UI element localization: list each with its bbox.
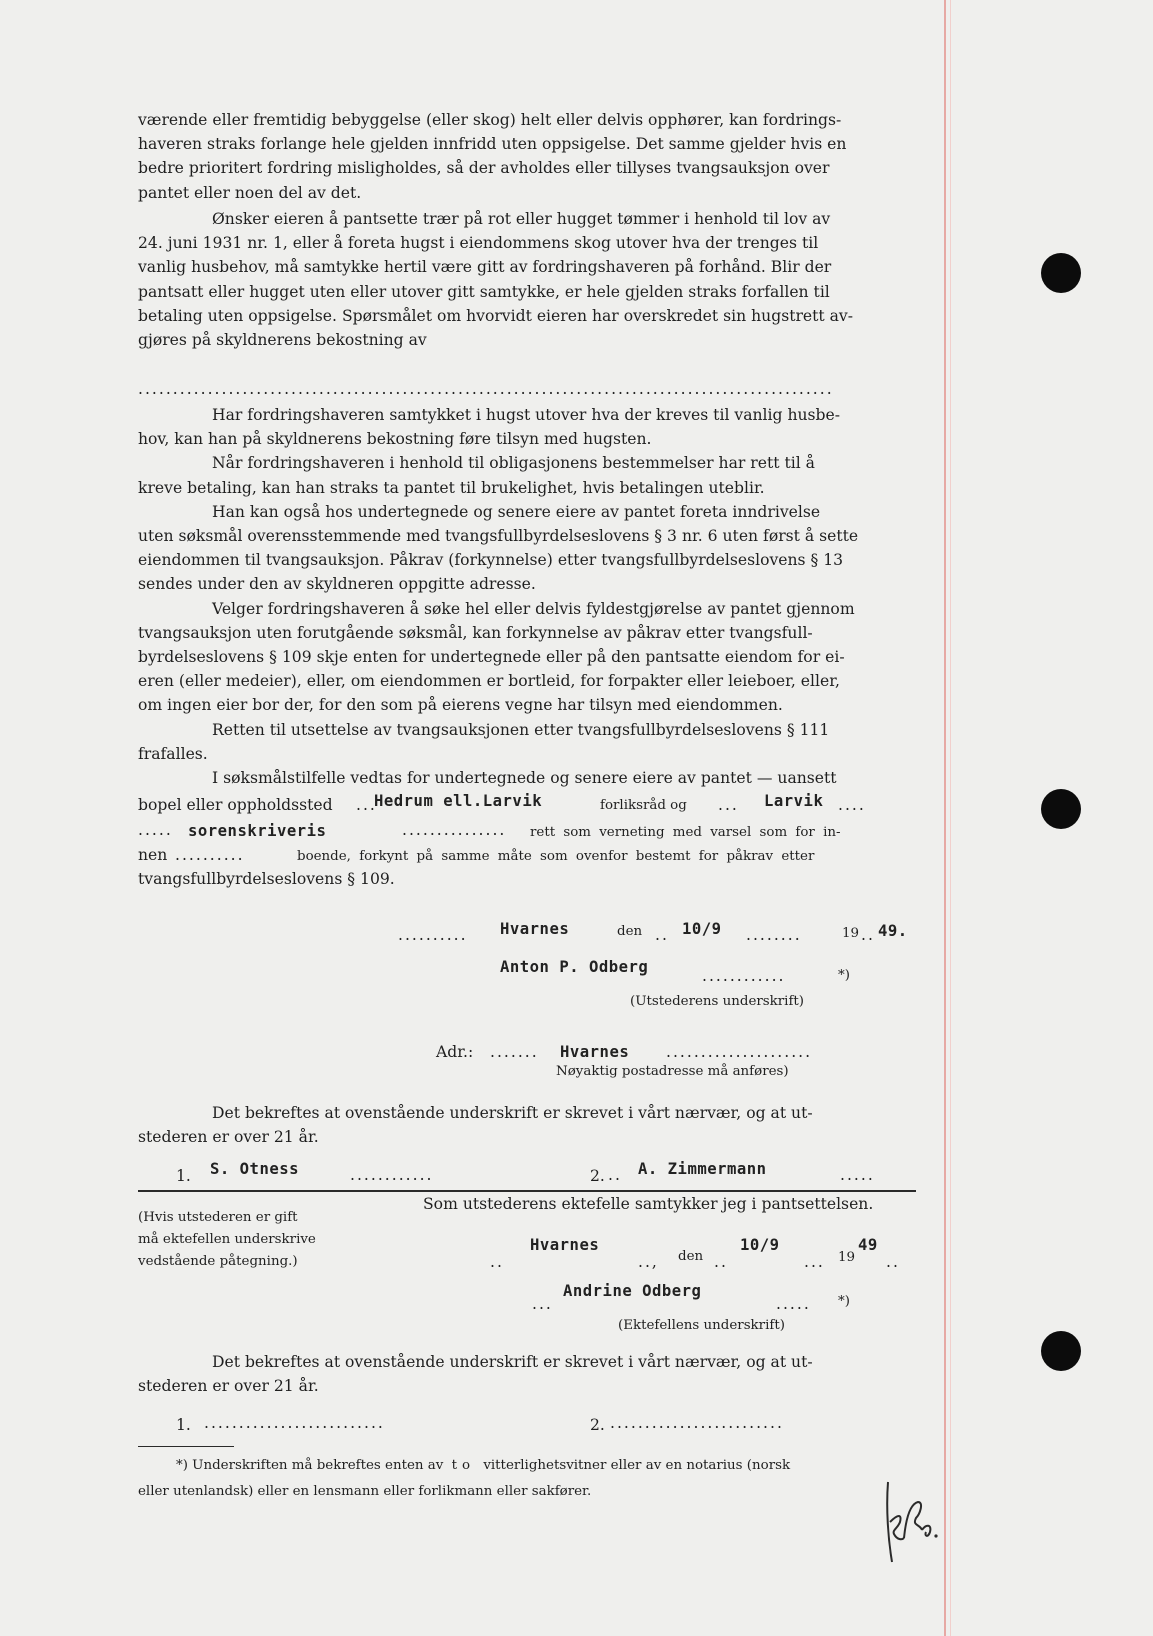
court-second-typed: sorenskriveris <box>188 822 327 840</box>
venue-line4: tvangsfullbyrdelseslovens § 109. <box>138 870 395 888</box>
address-dots-a: ....... <box>490 1043 539 1061</box>
witness2-number-1: 1. <box>176 1416 191 1434</box>
text-line: stederen er over 21 år. <box>138 1128 319 1147</box>
witness1-number-2: 2. <box>590 1167 605 1185</box>
spouse-year: 49 <box>858 1236 878 1254</box>
text-line: stederen er over 21 år. <box>138 1377 319 1396</box>
text-line: Har fordringshaveren samtykket i hugst utover hva der kreves til vanlig husbe- <box>212 406 841 424</box>
witness2-dots-1: .......................... <box>204 1414 385 1432</box>
spouse-signature-dots-a: ... <box>532 1295 553 1313</box>
spouse-date-dots: .. <box>714 1253 728 1271</box>
handwritten-initials <box>880 1478 940 1568</box>
issuer-caption: (Utstederens underskrift) <box>630 994 805 1009</box>
footnote-text-b: vitterlighetsvitner eller av en notarius (norsk <box>483 1458 791 1473</box>
witness1-name-1: S. Otness <box>210 1160 299 1178</box>
text-line: Han kan også hos undertegnede og senere eiere av pantet foreta inndrivelse <box>212 502 821 521</box>
spouse-den: den <box>678 1249 704 1264</box>
address-typed: Hvarnes <box>560 1043 630 1061</box>
witness1-name-2: A. Zimmermann <box>638 1160 767 1178</box>
punch-hole-top <box>1041 253 1081 293</box>
divider-rule <box>138 1190 916 1192</box>
venue-line3-start: nen <box>138 846 168 864</box>
text-line: bedre prioritert fordring misligholdes, så der avholdes eller tillyses tvangsauksjon over <box>138 159 830 178</box>
court-dots-d: ............... <box>402 821 507 839</box>
text-line: tvangsauksjon uten forutgående søksmål, kan forkynnelse av påkrav etter tvangsfull- <box>138 623 813 642</box>
year-dots: .. <box>861 926 875 944</box>
venue-line3-rest: boende, forkynt på samme måte som ovenfor bestemt for påkrav etter <box>297 849 815 864</box>
spouse-year-dots: .. <box>886 1253 900 1271</box>
text-line: Retten til utsettelse av tvangsauksjonen etter tvangsfullbyrdelseslovens § 111 <box>212 720 830 739</box>
spouse-place-dots-b: .., <box>638 1253 659 1271</box>
witness1-dots-2: .. <box>608 1166 622 1184</box>
text-line: eren (eller medeier), eller, om eiendommen er bortleid, for forpakter eller leieboer, eller, <box>138 672 840 691</box>
paragraph-block-rights <box>138 403 916 790</box>
text-line: I søksmålstilfelle vedtas for undertegnede og senere eiere av pantet — uansett <box>212 769 837 788</box>
spouse-signature: Andrine Odberg <box>563 1282 702 1300</box>
paragraph-hugst <box>138 207 916 352</box>
witness-text-2 <box>138 1350 916 1398</box>
text-line: pantsatt eller hugget uten eller utover gitt samtykke, er hele gjelden straks forfallen til <box>138 282 830 301</box>
issue-date: 10/9 <box>682 920 722 938</box>
address-caption: Nøyaktig postadresse må anføres) <box>556 1064 789 1079</box>
address-label: Adr.: <box>436 1043 474 1061</box>
text-line: kreve betaling, kan han straks ta pantet til brukelighet, hvis betalingen uteblir. <box>138 478 765 497</box>
text-line: gjøres på skyldnerens bekostning av <box>138 331 427 350</box>
text-line: Det bekreftes at ovenstående underskrift er skrevet i vårt nærvær, og at ut- <box>212 1104 813 1122</box>
margin-rule-shadow <box>950 0 951 1636</box>
witness1-dots-1: ............ <box>350 1166 434 1184</box>
issue-den: den <box>617 924 643 939</box>
text-line: uten søksmål overensstemmende med tvangsfullbyrdelseslovens § 3 nr. 6 uten først å sette <box>138 527 859 546</box>
signature-dots: ............ <box>702 967 786 985</box>
margin-rule <box>944 0 946 1636</box>
footnote-rule <box>138 1446 234 1447</box>
text-line: haveren straks forlange hele gjelden innfridd uten oppsigelse. Det samme gjelder hvis en <box>138 135 847 154</box>
date-dots-a: .. <box>655 926 669 944</box>
text-line: Ønsker eieren å pantsette trær på rot eller hugget tømmer i henhold til lov av <box>212 210 831 228</box>
venue-dots: ... <box>356 796 377 814</box>
punch-hole-bottom <box>1041 1331 1081 1371</box>
date-dots-b: ........ <box>746 926 802 944</box>
text-line: Det bekreftes at ovenstående underskrift er skrevet i vårt nærvær, og at ut- <box>212 1353 813 1371</box>
spouse-year-prefix: 19 <box>838 1250 856 1265</box>
dotted-fill-line: .................................................................................................... <box>138 380 834 398</box>
issuer-signature: Anton P. Odberg <box>500 958 649 976</box>
spouse-caption: (Ektefellens underskrift) <box>618 1318 785 1333</box>
issue-year: 49. <box>878 922 908 940</box>
spouse-consent-text: Som utstederens ektefelle samtykker jeg i pantsettelsen. <box>423 1195 874 1213</box>
place-dots: .......... <box>398 926 468 944</box>
witness2-number-2: 2. <box>590 1416 605 1434</box>
text-line: hov, kan han på skyldnerens bekostning føre tilsyn med hugsten. <box>138 430 652 449</box>
venue-dots-e: .......... <box>175 846 245 864</box>
footnote-text-a: *) Underskriften må bekreftes enten av <box>176 1458 444 1473</box>
spouse-place: Hvarnes <box>530 1236 600 1254</box>
punch-hole-middle <box>1041 789 1081 829</box>
spouse-signature-dots-b: ..... <box>776 1295 811 1313</box>
text-line: vanlig husbehov, må samtykke hertil være gitt av fordringshaveren på forhånd. Blir der <box>138 258 832 277</box>
text-line: Når fordringshaveren i henhold til obligasjonens bestemmelser har rett til å <box>212 454 815 473</box>
issue-year-prefix: 19 <box>842 926 860 941</box>
spouse-footnote-mark: *) <box>838 1294 850 1309</box>
issue-place: Hvarnes <box>500 920 570 938</box>
text-line: byrdelseslovens § 109 skje enten for undertegnede eller på den pantsatte eiendom for ei- <box>138 648 845 667</box>
text-line: værende eller fremtidig bebyggelse (eller skog) helt eller delvis opphører, kan fordrings- <box>138 111 842 129</box>
spouse-note-line: vedstående påtegning.) <box>138 1254 298 1269</box>
text-line: om ingen eier bor der, for den som på eierens vegne har tilsyn med eiendommen. <box>138 696 783 715</box>
court-dots-b: .... <box>838 796 866 814</box>
witness-text-1 <box>138 1101 916 1149</box>
spouse-date: 10/9 <box>740 1236 780 1254</box>
text-line: 24. juni 1931 nr. 1, eller å foreta hugst i eiendommens skog utover hva der trenges til <box>138 234 819 253</box>
footnote-mark: *) <box>838 968 850 983</box>
address-dots-b: ..................... <box>666 1043 813 1061</box>
spouse-note-line: (Hvis utstederen er gift <box>138 1210 298 1225</box>
forliksrad-typed: Hedrum ell.Larvik <box>374 792 543 810</box>
witness1-dots-3: ..... <box>840 1166 875 1184</box>
footnote-line-2: eller utenlandsk) eller en lensmann eller forlikmann eller sakfører. <box>138 1484 592 1499</box>
text-line: betaling uten oppsigelse. Spørsmålet om hvorvidt eieren har overskredet sin hugstrett av- <box>138 306 854 325</box>
text-line: frafalles. <box>138 744 208 763</box>
forliksrad-label: forliksråd og <box>600 798 687 813</box>
footnote-text-to: to <box>451 1458 476 1473</box>
paragraph-forfall <box>138 108 916 205</box>
spouse-note-line: må ektefellen underskrive <box>138 1232 316 1247</box>
text-line: Velger fordringshaveren å søke hel eller delvis fyldestgjørelse av pantet gjennom <box>212 599 855 618</box>
witness2-dots-2: ......................... <box>610 1414 784 1432</box>
spouse-date-dots-b: ... <box>804 1253 825 1271</box>
rett-text: rett som verneting med varsel som for in- <box>530 825 841 840</box>
court-dots-c: ..... <box>138 821 173 839</box>
court-dots-a: ... <box>718 796 739 814</box>
text-line: pantet eller noen del av det. <box>138 183 362 202</box>
venue-prefix: bopel eller oppholdssted <box>138 796 333 814</box>
text-line: sendes under den av skyldneren oppgitte adresse. <box>138 575 536 594</box>
text-line: eiendommen til tvangsauksjon. Påkrav (forkynnelse) etter tvangsfullbyrdelseslovens § 13 <box>138 551 844 570</box>
spouse-note <box>138 1207 316 1273</box>
witness1-number-1: 1. <box>176 1167 191 1185</box>
spouse-place-dots: .. <box>490 1253 504 1271</box>
footnote-line-1 <box>176 1458 790 1473</box>
court-typed: Larvik <box>764 792 824 810</box>
